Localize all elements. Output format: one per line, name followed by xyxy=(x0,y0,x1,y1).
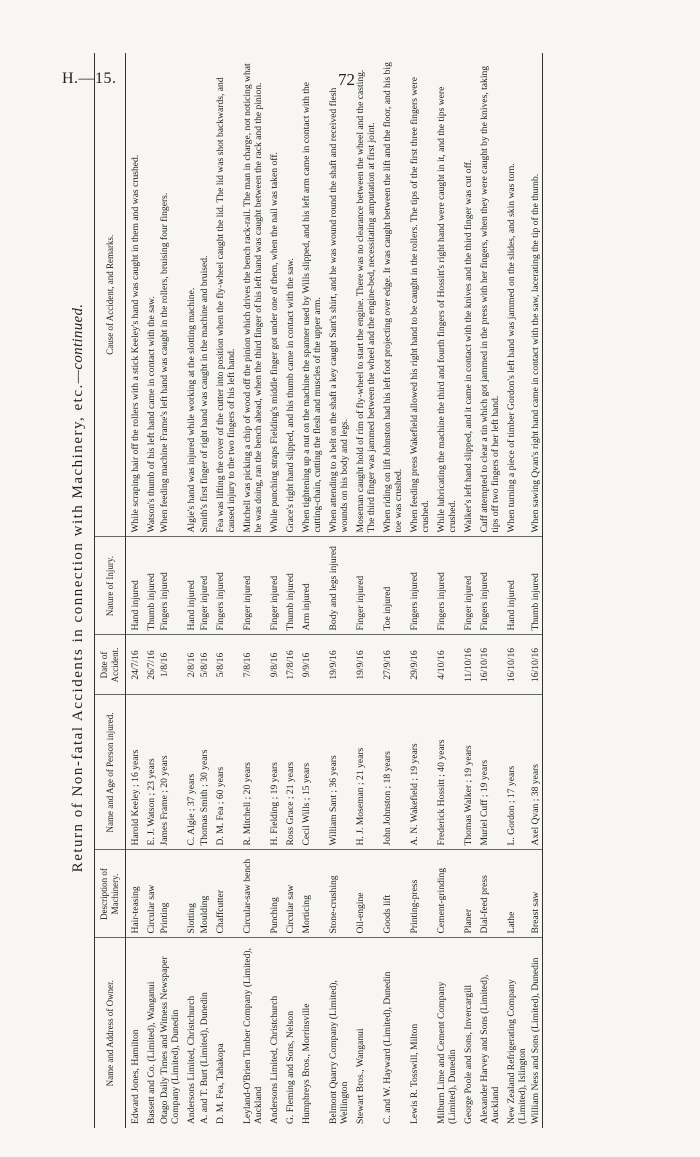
cell-owner: New Zealand Refrigerating Company (Limited), Islington xyxy=(506,979,528,1124)
cell-injury: Hand injured xyxy=(502,537,529,635)
cell-person: D. M. Fea ; 60 years xyxy=(211,695,238,850)
table-row xyxy=(351,53,378,1128)
cell-person: E. J. Watson ; 23 years xyxy=(142,695,158,850)
cell-date: 9/9/16 xyxy=(297,635,324,695)
cell-person: C. Algie ; 37 years xyxy=(182,695,198,850)
cell-machinery: Oil-engine xyxy=(351,850,378,938)
header-person: Name and Age of Person injured. xyxy=(95,695,126,850)
header-cause: Cause of Accident, and Remarks. xyxy=(95,53,126,537)
cell-machinery: Punching xyxy=(265,850,281,938)
cell-owner: D. M. Fea, Tahakopa xyxy=(215,1043,226,1124)
cell-date: 17/8/16 xyxy=(281,635,297,695)
cell-machinery: Circular-saw bench xyxy=(238,850,265,938)
cell-injury: Fingers injured xyxy=(211,537,238,635)
cell-cause: Mitchell was picking a chip of wood off the pinion which drives the bench rack-rail. The man in charge, not noticing what he was doing, ran the bench ahead, when the third finger of his left hand was caught between the rack and the pinion. xyxy=(238,53,265,537)
cell-machinery: Breast saw xyxy=(529,850,543,938)
table-row xyxy=(432,53,459,1128)
cell-date: 27/9/16 xyxy=(378,635,405,695)
cell-person: Frederick Hossitt ; 40 years xyxy=(432,695,459,850)
table-row xyxy=(198,53,211,1128)
table-row xyxy=(502,53,529,1128)
table-row xyxy=(142,53,158,1128)
cell-machinery: Dial-feed press xyxy=(475,850,502,938)
cell-date: 7/8/16 xyxy=(238,635,265,695)
cell-date: 16/10/16 xyxy=(529,635,543,695)
cell-person: Harold Keeley ; 16 years xyxy=(126,695,143,850)
cell-machinery: Lathe xyxy=(502,850,529,938)
cell-cause: Walker's left hand slipped, and it came in contact with the knives and the third finger was cut off. xyxy=(459,53,475,537)
cell-injury: Fingers injured xyxy=(475,537,502,635)
cell-owner: Andersons Limited, Christchurch xyxy=(269,995,280,1124)
header-injury: Nature of Injury. xyxy=(95,537,126,635)
cell-cause: Algie's hand was injured while working at the slotting machine. xyxy=(182,53,198,537)
cell-cause: When feeding press Wakefield allowed his right hand to be caught in the rollers. The tips of the first three fingers were crushed. xyxy=(405,53,432,537)
page-number: 72 xyxy=(338,70,355,89)
table-row xyxy=(529,53,543,1128)
table-row xyxy=(475,53,502,1128)
cell-injury: Fingers injured xyxy=(158,537,182,635)
cell-cause: Cuff attempted to clear a tin which got jammed in the press with her fingers, when they were caught by the knives, taking tips off two fingers of her left hand. xyxy=(475,53,502,537)
cell-cause: When riding on lift Johnston had his left foot projecting over edge. It was caught between the lift and the floor, and his big toe was crushed. xyxy=(378,53,405,537)
cell-injury: Finger injured xyxy=(265,537,281,635)
cell-owner: G. Fleming and Sons, Nelson xyxy=(285,1011,296,1124)
cell-person: Cecil Wills ; 15 years xyxy=(297,695,324,850)
cell-injury: Arm injured xyxy=(297,537,324,635)
cell-person: Muriel Cuff ; 19 years xyxy=(475,695,502,850)
cell-cause: While punching straps Fielding's middle finger got under one of them, when the nail was taken off. xyxy=(265,53,281,537)
header-date: Date of Accident. xyxy=(95,635,126,695)
cell-date: 2/8/16 xyxy=(182,635,198,695)
cell-date: 9/8/16 xyxy=(265,635,281,695)
cell-cause: Fea was lifting the cover of the cutter into position when the fly-wheel caught the lid. The lid was shot backwards, and caused injury to the two fingers of his left hand. xyxy=(211,53,238,537)
cell-date: 24/7/16 xyxy=(126,635,143,695)
cell-machinery: Stone-crushing xyxy=(324,850,351,938)
cell-machinery: Planer xyxy=(459,850,475,938)
cell-cause: While lubricating the machine the third and fourth fingers of Hossitt's right hand were caught in it, and the tips were crushed. xyxy=(432,53,459,537)
cell-machinery: Circular saw xyxy=(142,850,158,938)
cell-cause: When attending to a belt on the shaft a key caught Sant's shirt, and he was wound round the shaft and received flesh wounds on his body and legs. xyxy=(324,53,351,537)
table-row xyxy=(158,53,182,1128)
cell-date: 5/8/16 xyxy=(211,635,238,695)
table-row xyxy=(405,53,432,1128)
cell-owner: C. and W. Hayward (Limited), Dunedin xyxy=(382,971,393,1124)
cell-injury: Hand injured xyxy=(182,537,198,635)
cell-owner: George Poole and Sons, Invercargill xyxy=(463,985,474,1124)
cell-owner: A. and T. Burt (Limited), Dunedin xyxy=(199,992,210,1124)
cell-cause: Watson's thumb of his left hand came in contact with the saw. xyxy=(142,53,158,537)
cell-machinery: Goods lift xyxy=(378,850,405,938)
cell-injury: Fingers injured xyxy=(432,537,459,635)
cell-person: L. Gordon ; 17 years xyxy=(502,695,529,850)
cell-person: R. Mitchell ; 20 years xyxy=(238,695,265,850)
table-row xyxy=(459,53,475,1128)
title-suffix: —continued. xyxy=(70,303,86,384)
cell-owner: Andersons Limited, Christchurch xyxy=(186,995,197,1124)
cell-machinery: Hair-teasing xyxy=(126,850,143,938)
cell-injury: Finger injured xyxy=(238,537,265,635)
cell-cause: When feeding machine Frame's left hand was caught in the rollers, bruising four fingers. xyxy=(158,53,182,537)
title-text: Return of Non-fatal Accidents in connection with Machinery, etc. xyxy=(70,383,86,873)
cell-injury: Fingers injured xyxy=(405,537,432,635)
table-row xyxy=(182,53,198,1128)
cell-cause: Grace's right hand slipped, and his thumb came in contact with the saw. xyxy=(281,53,297,537)
table-row xyxy=(126,53,143,1128)
cell-person: William Sant ; 36 years xyxy=(324,695,351,850)
cell-owner: Otago Daily Times and Witness Newspaper Company (Limited), Dunedin xyxy=(159,956,181,1124)
header-owner: Name and Address of Owner. xyxy=(95,938,126,1128)
cell-machinery: Morticing xyxy=(297,850,324,938)
table-row xyxy=(324,53,351,1128)
cell-owner: Lewis R. Tosswill, Milton xyxy=(409,1023,420,1124)
cell-injury: Thumb injured xyxy=(142,537,158,635)
cell-owner: Humphreys Bros., Morrinsville xyxy=(301,1003,312,1124)
cell-owner: Leyland-O'Brien Timber Company (Limited), Auckland xyxy=(242,948,264,1124)
cell-person: Thomas Smith ; 30 years xyxy=(198,695,211,850)
table-body xyxy=(126,53,543,1128)
cell-owner: William Ness and Sons (Limited), Dunedin xyxy=(529,938,543,1128)
cell-injury: Finger injured xyxy=(459,537,475,635)
cell-date: 16/10/16 xyxy=(475,635,502,695)
header-machinery: Description of Machinery. xyxy=(95,850,126,938)
cell-machinery: Circular saw xyxy=(281,850,297,938)
table-row xyxy=(238,53,265,1128)
cell-owner: Milburn Lime and Cement Company (Limited), Dunedin xyxy=(436,981,458,1124)
cell-owner: Stewart Bros., Wanganui xyxy=(355,1028,366,1124)
cell-person: James Frame ; 20 years xyxy=(158,695,182,850)
cell-cause: Moseman caught hold of rim of fly-wheel to start the engine. There was no clearance between the wheel and the casting. The third finger was jammed between the wheel and the engine-bed, necessitating amputation at first joint. xyxy=(351,53,378,537)
cell-cause: When turning a piece of timber Gordon's left hand was jammed on the slides, and skin was torn. xyxy=(502,53,529,537)
cell-machinery: Printing-press xyxy=(405,850,432,938)
cell-machinery: Slotting xyxy=(182,850,198,938)
table-row xyxy=(297,53,324,1128)
rotated-table-area xyxy=(60,48,660,1128)
table-header-row xyxy=(95,53,126,1128)
cell-person: Ross Grace ; 21 years xyxy=(281,695,297,850)
cell-cause: Smith's first finger of right hand was caught in the machine and bruised. xyxy=(198,53,211,537)
cell-owner: Belmont Quarry Company (Limited), Wellington xyxy=(328,980,350,1124)
cell-injury: Toe injured xyxy=(378,537,405,635)
cell-cause: When tightening up a nut on the machine the spanner used by Wills slipped, and his left arm came in contact with the cutting-chain, cutting the flesh and muscles of the upper arm. xyxy=(297,53,324,537)
table-row xyxy=(211,53,238,1128)
cell-person: Axel Qvan ; 38 years xyxy=(529,695,543,850)
cell-injury: Thumb injured xyxy=(529,537,543,635)
table-row xyxy=(378,53,405,1128)
cell-person: H. Fielding ; 19 years xyxy=(265,695,281,850)
cell-injury: Hand injured xyxy=(126,537,143,635)
cell-date: 4/10/16 xyxy=(432,635,459,695)
cell-machinery: Printing xyxy=(158,850,182,938)
cell-date: 5/8/16 xyxy=(198,635,211,695)
cell-machinery: Chaffcutter xyxy=(211,850,238,938)
cell-date: 29/9/16 xyxy=(405,635,432,695)
cell-machinery: Moulding xyxy=(198,850,211,938)
cell-date: 19/9/16 xyxy=(324,635,351,695)
cell-injury: Finger injured xyxy=(198,537,211,635)
cell-person: H. J. Moseman ; 21 years xyxy=(351,695,378,850)
cell-date: 26/7/16 xyxy=(142,635,158,695)
cell-owner: Bassett and Co. (Limited), Wanganui xyxy=(146,981,157,1124)
table-row xyxy=(281,53,297,1128)
cell-cause: While scraping hair off the rollers with a stick Keeley's hand was caught in them and was crushed. xyxy=(126,53,143,537)
cell-injury: Thumb injured xyxy=(281,537,297,635)
cell-machinery: Cement-grinding xyxy=(432,850,459,938)
cell-date: 1/8/16 xyxy=(158,635,182,695)
page-identifier: H.—15. xyxy=(62,70,117,87)
cell-person: Thomas Walker ; 19 years xyxy=(459,695,475,850)
table-row xyxy=(265,53,281,1128)
cell-person: John Johnston ; 18 years xyxy=(378,695,405,850)
cell-owner: Edward Jones, Hamilton xyxy=(130,1029,141,1124)
cell-owner: Alexander Harvey and Sons (Limited), Auckland xyxy=(479,974,501,1124)
cell-person: A. N. Wakefield ; 19 years xyxy=(405,695,432,850)
cell-date: 19/9/16 xyxy=(351,635,378,695)
cell-date: 11/10/16 xyxy=(459,635,475,695)
cell-date: 16/10/16 xyxy=(502,635,529,695)
cell-injury: Finger injured xyxy=(351,537,378,635)
table-title xyxy=(70,48,87,1128)
accidents-table xyxy=(94,53,543,1128)
cell-cause: When sawing Qvan's right hand came in contact with the saw, lacerating the tip of the thumb. xyxy=(529,53,543,537)
cell-injury: Body and legs injured xyxy=(324,537,351,635)
